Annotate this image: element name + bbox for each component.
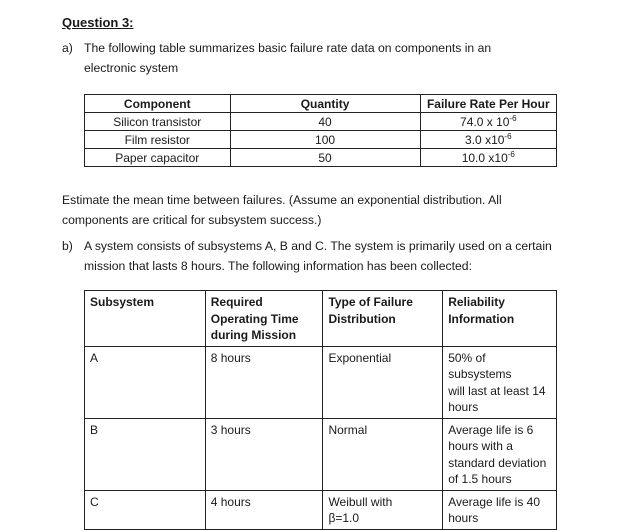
rel-line: hours with a [448, 439, 513, 453]
question-title: Question 3: [62, 15, 134, 30]
table-row [85, 418, 557, 490]
rate-mantissa: 10.0 x10 [461, 150, 508, 165]
type-cell [323, 490, 443, 529]
reliability-cell [443, 346, 557, 418]
time-cell: 3 hours [205, 418, 323, 490]
failure-rate-table-header [85, 95, 557, 113]
header-required-l1: Required [210, 295, 263, 309]
rel-line: will last at least 14 [448, 383, 546, 398]
rate-exponent: -6 [507, 149, 515, 159]
component-cell: Paper capacitor [85, 149, 231, 167]
rate-exponent: -6 [509, 113, 517, 123]
header-rel-l1: Reliability [448, 295, 505, 309]
header-quantity: Quantity [230, 95, 420, 113]
estimate-line1: Estimate the mean time between failures. (Assume an exponential distribution. All [62, 193, 502, 207]
subsystem-cell: C [85, 490, 206, 529]
reliability-cell [443, 418, 557, 490]
subsystem-cell: A [85, 346, 206, 418]
rate-mantissa: 74.0 x 10 [460, 114, 510, 129]
part-a-intro-line1: The following table summarizes basic failure rate data on components in an [84, 41, 492, 55]
table-row [85, 490, 557, 529]
header-failure-type [323, 291, 443, 347]
rate-exponent: -6 [504, 131, 512, 141]
rate-cell [420, 131, 556, 149]
time-cell: 8 hours [205, 346, 323, 418]
part-a-label: a) [62, 41, 73, 55]
type-line1: Exponential [328, 350, 392, 365]
table-row [85, 346, 557, 418]
part-b-intro-line1: A system consists of subsystems A, B and C. The system is primarily used on a certain [84, 239, 552, 253]
table-row [85, 131, 557, 149]
rate-cell [420, 149, 556, 167]
type-line1: Normal [328, 422, 368, 437]
rel-line: Average life is 40 [448, 494, 541, 509]
subsystem-cell: B [85, 418, 206, 490]
subsystem-table-header [85, 291, 557, 347]
estimate-line2: components are critical for subsystem success.) [62, 213, 322, 227]
rel-line: hours [448, 400, 479, 414]
header-required-l2: Operating Time [210, 311, 299, 326]
header-reliability [443, 291, 557, 347]
rel-line: hours [448, 511, 479, 525]
table-row [85, 149, 557, 167]
header-required-l3: during Mission [210, 328, 297, 342]
subsystem-table [84, 290, 557, 530]
quantity-cell: 100 [230, 131, 420, 149]
rel-line: Average life is 6 [448, 422, 534, 437]
type-cell [323, 346, 443, 418]
component-cell: Silicon transistor [85, 113, 231, 131]
part-b-label: b) [62, 239, 73, 253]
header-type-l1: Type of Failure [328, 295, 413, 309]
quantity-cell: 50 [230, 149, 420, 167]
type-cell [323, 418, 443, 490]
part-b-intro-line2: mission that lasts 8 hours. The following information has been collected: [84, 259, 472, 273]
header-subsystem [85, 291, 206, 347]
header-component: Component [85, 95, 231, 113]
rel-line: standard deviation [448, 455, 547, 470]
type-line1: Weibull with [328, 494, 393, 509]
quantity-cell: 40 [230, 113, 420, 131]
header-required-time [205, 291, 323, 347]
part-a-intro-line2: electronic system [84, 61, 179, 75]
header-failure-rate: Failure Rate Per Hour [420, 95, 556, 113]
rel-line: 50% of subsystems [448, 350, 512, 381]
component-cell: Film resistor [85, 131, 231, 149]
failure-rate-table [84, 94, 557, 167]
rate-mantissa: 3.0 x10 [465, 132, 505, 147]
reliability-cell [443, 490, 557, 529]
rel-line: of 1.5 hours [448, 472, 512, 486]
header-rel-l2: Information [448, 311, 515, 326]
type-line2: β=1.0 [328, 511, 360, 525]
time-cell: 4 hours [205, 490, 323, 529]
header-type-l2: Distribution [328, 311, 396, 326]
rate-cell [420, 113, 556, 131]
header-subsystem-text: Subsystem [90, 295, 155, 309]
table-row [85, 113, 557, 131]
